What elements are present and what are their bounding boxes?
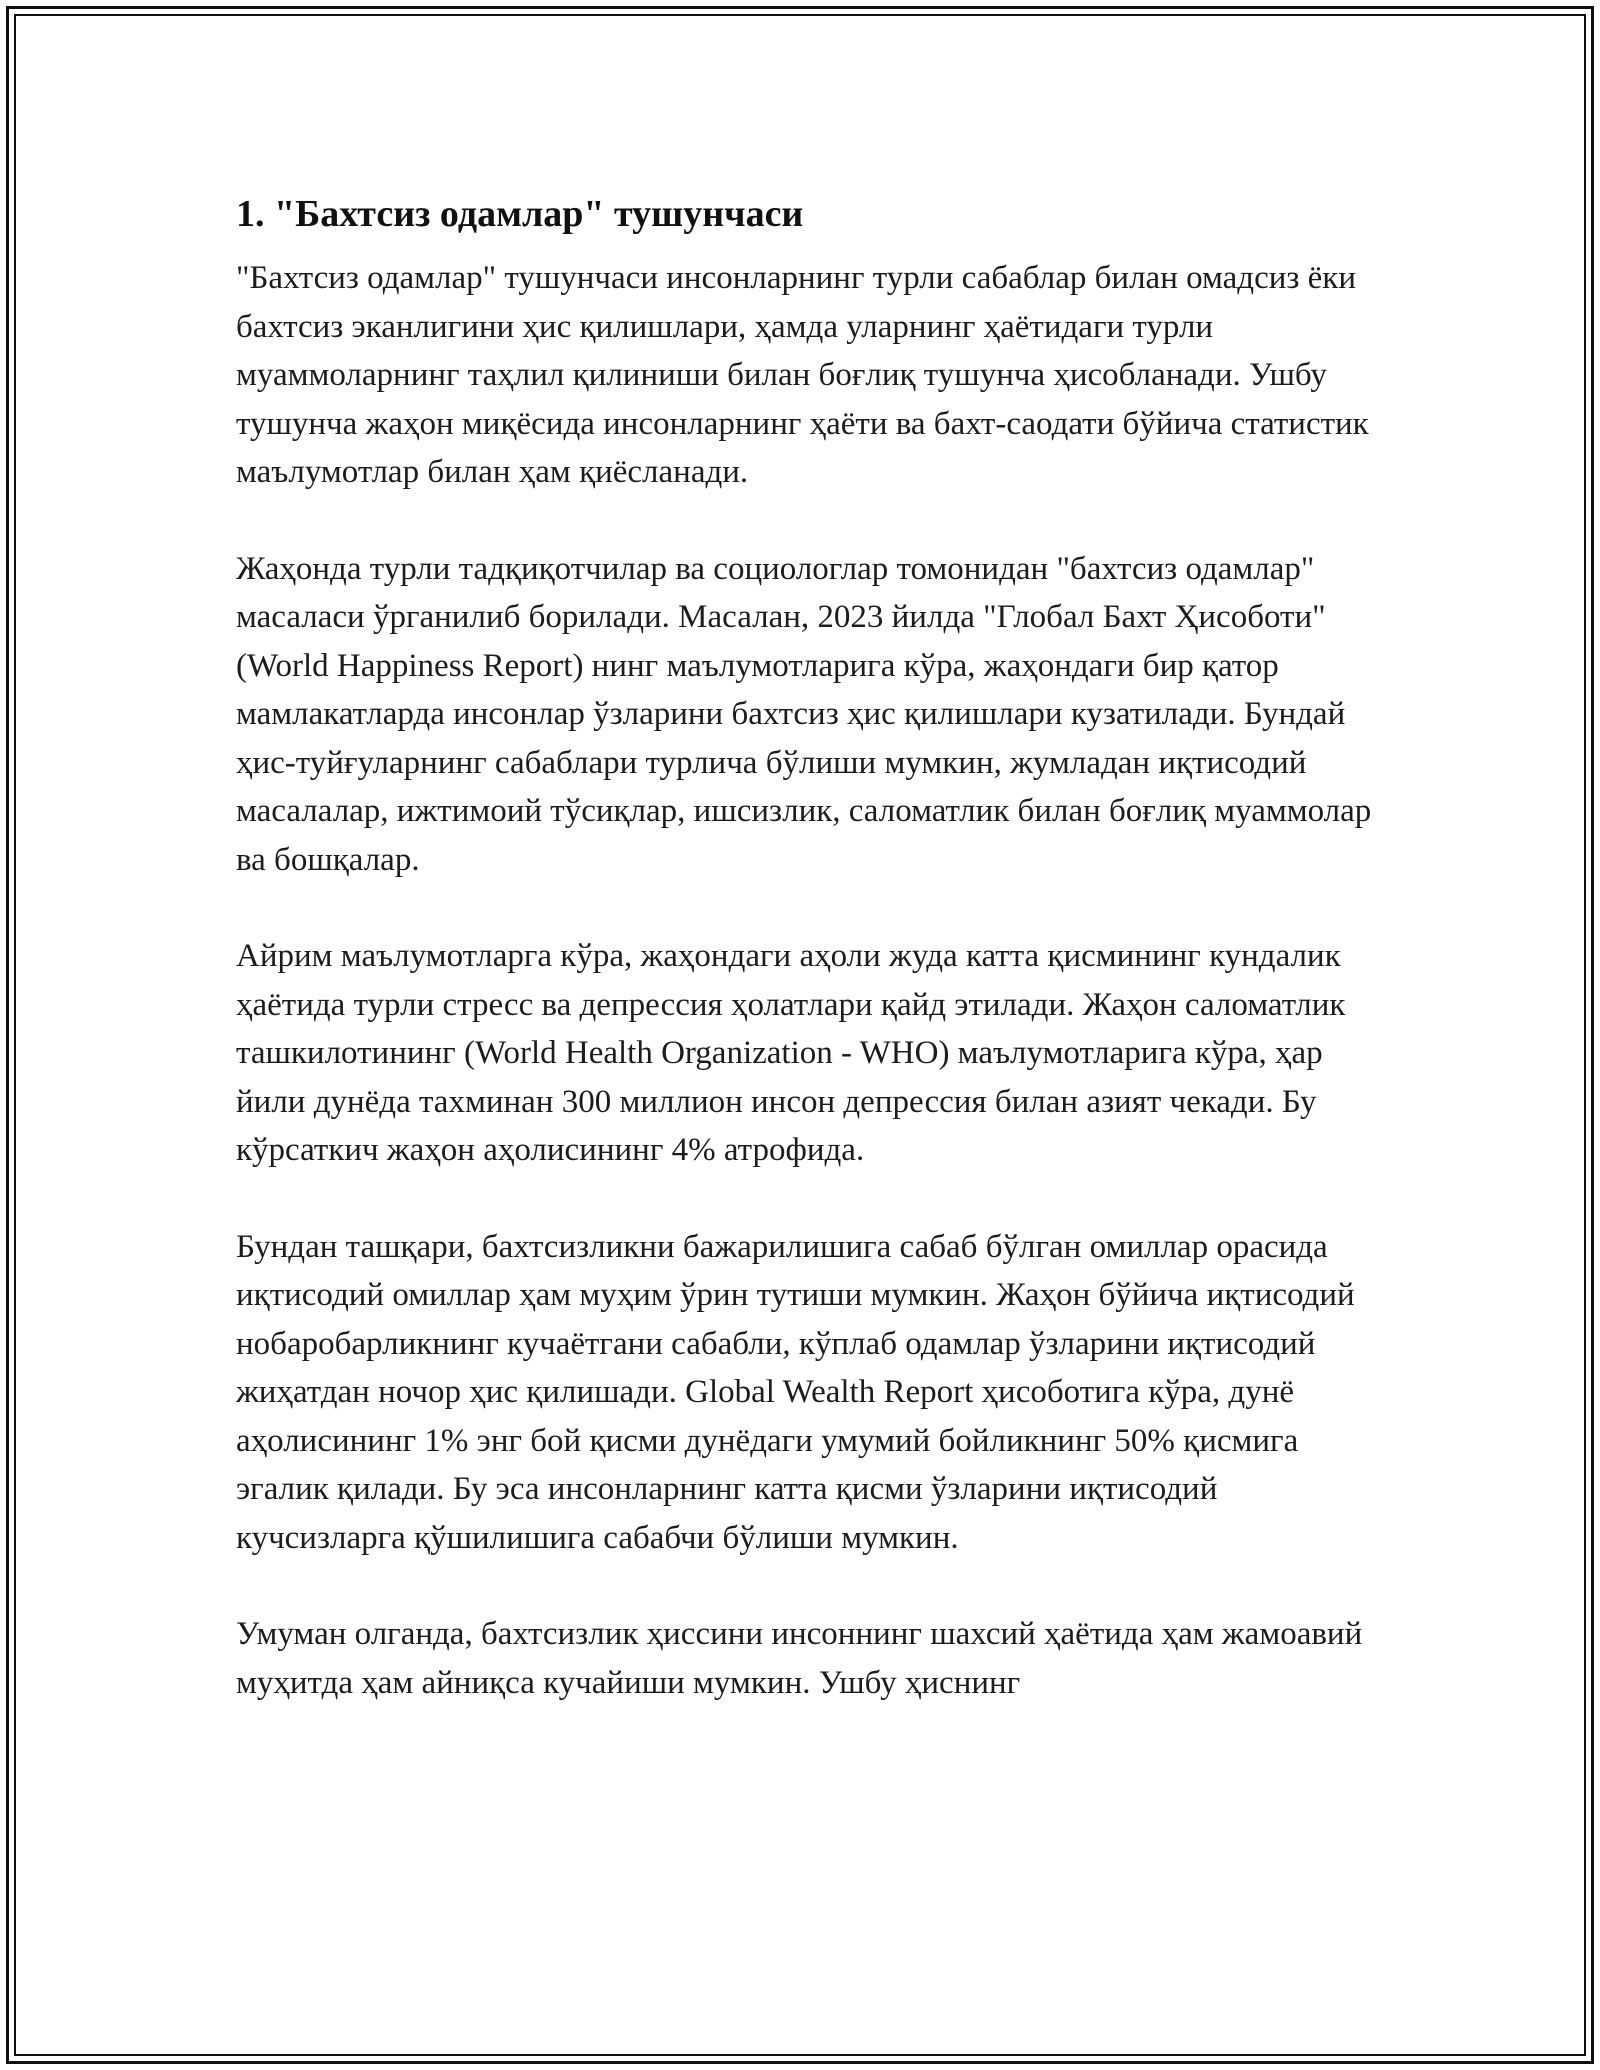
paragraph-3: Айрим маълумотларга кўра, жаҳондаги аҳоли жуда катта қисмининг кундалик ҳаётида турли стресс ва депрессия ҳолатлари қайд этилади. Жаҳон саломатлик ташкилотининг (World Health Organization - WHO) маълумотларига кўра, ҳар йили дунёда тахминан 300 миллион инсон депрессия билан азият чекади. Бу кўрсаткич жаҳон аҳолисининг 4% атрофида. [236, 938, 1346, 1168]
paragraph-5: Умуман олганда, бахтсизлик ҳиссини инсоннинг шахсий ҳаётида ҳам жамоавий муҳитда ҳам айниқса кучайиши мумкин. Ушбу ҳиснинг [236, 1616, 1363, 1701]
paragraph-1: "Бахтсиз одамлар" тушунчаси инсонларнинг турли сабаблар билан омадсиз ёки бахтсиз эканлигини ҳис қилишлари, ҳамда уларнинг ҳаётидаги турли муаммоларнинг таҳлил қилиниши билан боғлиқ тушунча ҳисобланади. Ушбу тушунча жаҳон миқёсида инсонларнинг ҳаёти ва бахт-саодати бўйича статистик маълумотлар билан ҳам қиёсланади. [236, 260, 1369, 490]
section-heading: 1. "Бахтсиз одамлар" тушунчаси [236, 193, 804, 235]
document-body [236, 188, 1376, 1755]
paragraph-4: Бундан ташқари, бахтсизликни бажарилишига сабаб бўлган омиллар орасида иқтисодий омиллар ҳам муҳим ўрин тутиши мумкин. Жаҳон бўйича иқтисодий нобаробарликнинг кучаётгани сабабли, кўплаб одамлар ўзларини иқтисодий жиҳатдан ночор ҳис қилишади. Global Wealth Report ҳисоботига кўра, дунё аҳолисининг 1% энг бой қисми дунёдаги умумий бойликнинг 50% қисмига эгалик қилади. Бу эса инсонларнинг катта қисми ўзларини иқтисодий кучсизларга қўшилишига сабабчи бўлиши мумкин. [236, 1228, 1355, 1556]
paragraph-2: Жаҳонда турли тадқиқотчилар ва социологлар томонидан "бахтсиз одамлар" масаласи ўрганилиб борилади. Масалан, 2023 йилда "Глобал Бахт Ҳисоботи" (World Happiness Report) нинг маълумотларига кўра, жаҳондаги бир қатор мамлакатларда инсонлар ўзларини бахтсиз ҳис қилишлари кузатилади. Бундай ҳис-туйғуларнинг сабаблари турлича бўлиши мумкин, жумладан иқтисодий масалалар, ижтимоий тўсиқлар, ишсизлик, саломатлик билан боғлиқ муаммолар ва бошқалар. [236, 550, 1372, 878]
